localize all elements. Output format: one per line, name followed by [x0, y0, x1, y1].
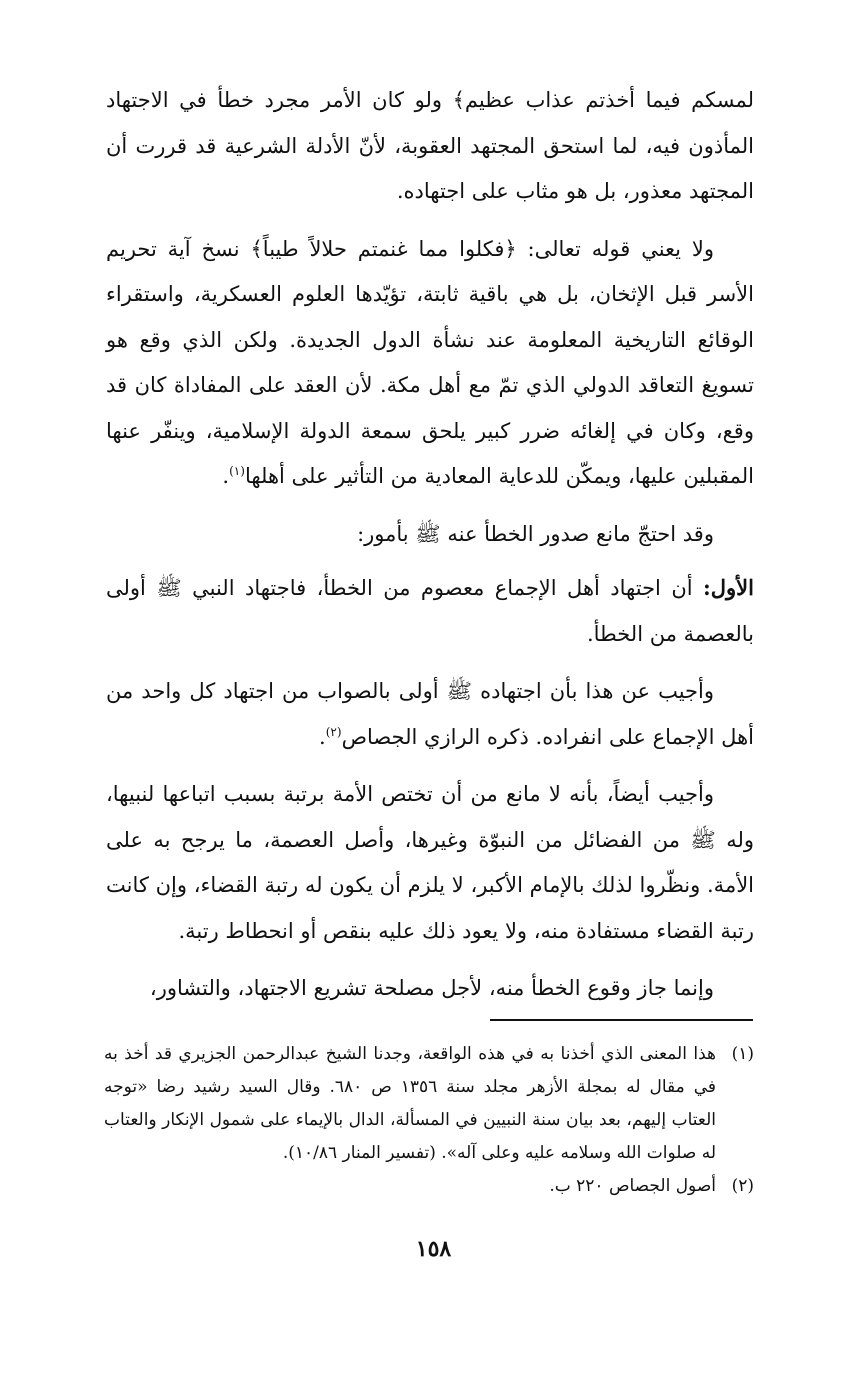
page-number: ١٥٨: [415, 1236, 452, 1262]
footnote-ref-1[interactable]: (١): [229, 464, 245, 478]
footnote-separator: [490, 1019, 753, 1021]
paragraph-7: وإنما جاز وقوع الخطأ منه، لأجل مصلحة تشريع الاجتهاد، والتشاور،: [149, 976, 714, 1000]
footnote-2-number: (٢): [731, 1176, 754, 1196]
paragraph-2-end: .: [222, 464, 230, 488]
paragraph-5: [106, 669, 754, 760]
footnote-1-number: (١): [731, 1044, 754, 1064]
paragraph-1: لمسكم فيما أخذتم عذاب عظيم﴾ ولو كان الأمر مجرد خطأ في الاجتهاد المأذون فيه، لما استحق المجتهد العقوبة، لأنّ الأدلة الشرعية قد قررت أن المجتهد معذور، بل هو مثاب على اجتهاده.: [106, 88, 754, 203]
paragraph-2: [106, 227, 754, 500]
paragraph-4-text: أن اجتهاد أهل الإجماع معصوم من الخطأ، فاجتهاد النبي ﷺ أولى بالعصمة من الخطأ.: [106, 576, 754, 646]
paragraph-6: وأجيب أيضاً، بأنه لا مانع من أن تختص الأمة برتبة بسبب اتباعها لنبيها، وله ﷺ من الفضائل من النبوّة وغيرها، وأصل العصمة، ما يرجح به على الأمة. ونظّروا لذلك بالإمام الأكبر، لا يلزم أن يكون له رتبة القضاء، وإن كانت رتبة القضاء مستفادة منه، ولا يعود ذلك عليه بنقص أو انحطاط رتبة.: [106, 782, 754, 943]
paragraph-4: [106, 565, 754, 657]
paragraph-3: وقد احتجّ مانع صدور الخطأ عنه ﷺ بأمور:: [357, 521, 714, 546]
footnotes: [104, 1038, 754, 1203]
footnote-1: [104, 1038, 754, 1170]
paragraph-5-text: وأجيب عن هذا بأن اجتهاده ﷺ أولى بالصواب من اجتهاد كل واحد من أهل الإجماع على انفراده. ذكره الرازي الجصاص: [106, 679, 754, 749]
main-text: [106, 78, 754, 1024]
footnote-2-text: أصول الجصاص ٢٢٠ ب.: [549, 1176, 716, 1196]
footnote-ref-2[interactable]: (٢): [325, 724, 342, 739]
first-point-label: الأول:: [703, 575, 754, 600]
footnote-2: [104, 1170, 754, 1203]
paragraph-5-end: .: [319, 724, 326, 749]
paragraph-2-text: ولا يعني قوله تعالى: ﴿فكلوا مما غنمتم حلالاً طيباً﴾ نسخ آية تحريم الأسر قبل الإثخان، بل هي باقية ثابتة، تؤيّدها العلوم العسكرية، واستقراء الوقائع التاريخية المعلومة عند نشأة الدول الجديدة. ولكن الذي وقع هو تسويغ التعاقد الدولي الذي تمّ مع أهل مكة. لأن العقد على المفاداة كان قد وقع، وكان في إلغائه ضرر كبير يلحق سمعة الدولة الإسلامية، وينفّر عنها المقبلين عليها، ويمكّن للدعاية المعادية من التأثير على أهلها: [106, 236, 754, 488]
footnote-1-text: هذا المعنى الذي أخذنا به في هذه الواقعة، وجدنا الشيخ عبدالرحمن الجزيري قد أخذ به في مقال له بمجلة الأزهر مجلد سنة ١٣٥٦ ص ٦٨٠. وقال السيد رشيد رضا «توجه العتاب إليهم، بعد بيان سنة النبيين في المسألة، الدال بالإيماء على شمول الإنكار والعتاب له صلوات الله وسلامه عليه وعلى آله». (تفسير المنار ١٠/٨٦).: [104, 1044, 716, 1163]
